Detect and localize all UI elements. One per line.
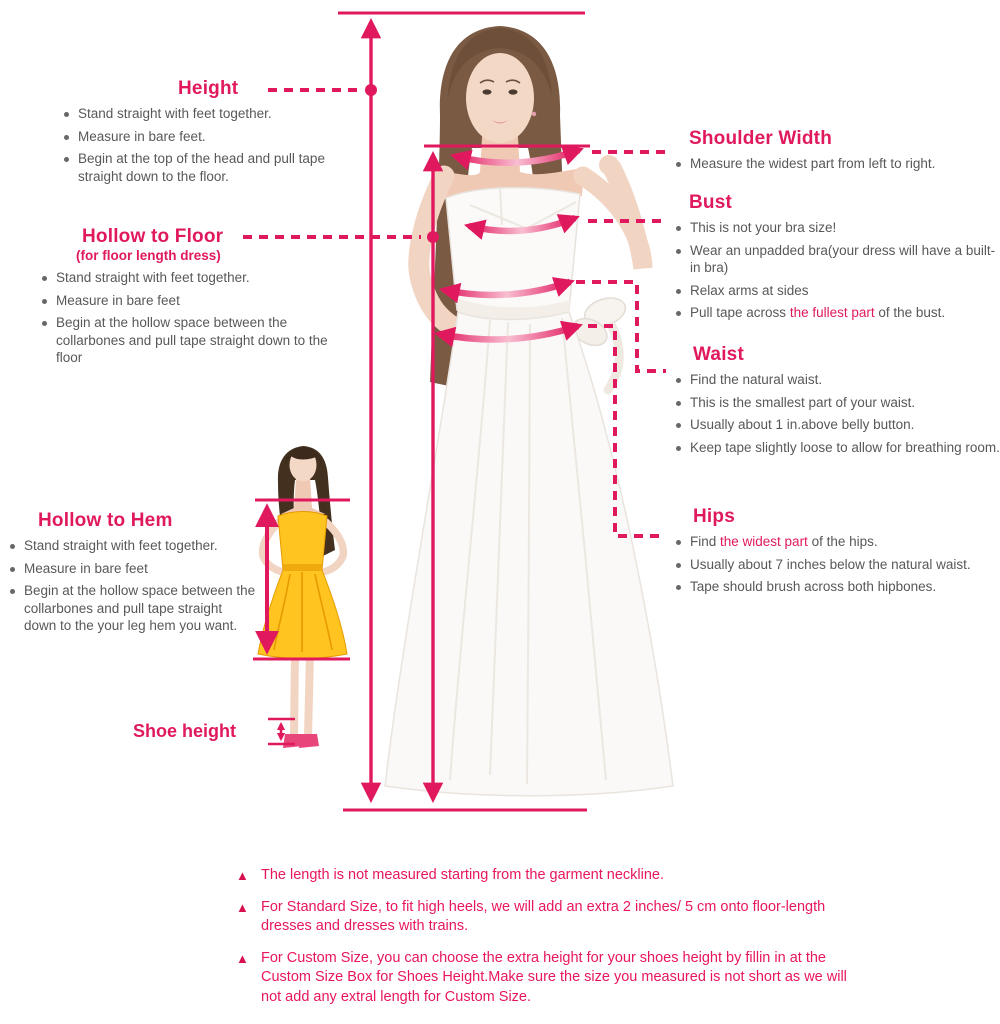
bullet-text: Wear an unpadded bra(your dress will have a built-in bra) [690, 242, 996, 275]
bullet-item [674, 533, 1000, 551]
bullet-item [674, 556, 1000, 574]
warning-triangle-icon: ▲ [236, 950, 249, 966]
shoulder-width-arrow [455, 150, 579, 163]
waist-bullets [674, 371, 1000, 456]
bullet-text: Relax arms at sides [690, 282, 809, 298]
bullet-text: Measure in bare feet [56, 292, 180, 308]
bullet-item [62, 150, 332, 185]
bullet-item [8, 560, 258, 578]
waist-arrow [444, 282, 570, 295]
bullet-text: Measure in bare feet. [78, 128, 206, 144]
height-title: Height [178, 78, 239, 99]
bust-bullets [674, 219, 1000, 322]
bullet-item [674, 439, 1000, 457]
note-text: For Standard Size, to fit high heels, we will add an extra 2 inches/ 5 cm onto floor-length dresses and dresses with trains. [261, 898, 826, 934]
warning-triangle-icon: ▲ [236, 899, 249, 915]
bullet-item [674, 371, 1000, 389]
shoulder-width-section [674, 128, 1000, 178]
hips-section [674, 506, 1000, 601]
shoulder-width-bullets [674, 155, 1000, 173]
hips-connector [588, 326, 666, 536]
bullet-text: Begin at the top of the head and pull tape straight down to the floor. [78, 151, 325, 184]
bullet-text: Begin at the hollow space between the collarbones and pull tape straight down to the floor [56, 315, 328, 365]
waist-section [674, 344, 1000, 461]
bullet-text: Begin at the hollow space between the collarbones and pull tape straight down to the your leg hem you want. [24, 583, 256, 633]
bullet-text: Tape should brush across both hipbones. [690, 579, 937, 594]
bullet-text: Measure in bare feet [24, 560, 148, 576]
hollow-to-floor-measure-line [424, 146, 590, 799]
hollow-to-floor-bullets [40, 269, 332, 367]
bullet-text: Usually about 1 in.above belly button. [690, 417, 915, 432]
bullet-text: This is not your bra size! [690, 220, 837, 235]
bullet-text: Keep tape slightly loose to allow for breathing room. [690, 439, 1000, 455]
bullet-text: This is the smallest part of your waist. [690, 394, 916, 410]
bullet-item [62, 105, 332, 123]
bust-title: Bust [689, 192, 733, 213]
bullet-text: Usually about 7 inches below the natural waist. [690, 556, 971, 572]
bullet-item [674, 155, 1000, 173]
bullet-text: Measure the widest part from left to right. [690, 156, 936, 171]
bullet-text: Stand straight with feet together. [78, 106, 272, 121]
bullet-text: Stand straight with feet together. [56, 270, 250, 285]
bullet-highlight: the widest part [720, 534, 808, 549]
bullet-text: Stand straight with feet together. [24, 538, 218, 553]
height-measure-line [338, 13, 587, 810]
bullet-item [674, 282, 1000, 300]
hollow-to-hem-bullets [8, 537, 258, 635]
bullet-item [674, 416, 1000, 434]
bust-section [674, 192, 1000, 327]
bullet-item [674, 219, 1000, 237]
hips-bullets [674, 533, 1000, 596]
note-item [236, 949, 858, 1008]
bullet-item [674, 242, 1000, 277]
note-item [236, 866, 858, 886]
warning-triangle-icon: ▲ [236, 868, 249, 883]
note-text: The length is not measured starting from the garment neckline. [261, 867, 664, 883]
hips-arrow [439, 326, 578, 339]
hollow-to-hem-section [8, 510, 258, 640]
shoulder-width-title: Shoulder Width [689, 128, 832, 149]
bullet-item [62, 128, 332, 146]
hollow-to-floor-title: Hollow to Floor [82, 226, 224, 247]
bullet-item [674, 304, 1000, 322]
note-item [236, 898, 858, 937]
waist-title: Waist [693, 344, 744, 365]
bullet-highlight: the fullest part [789, 305, 875, 320]
shoe-height-bracket [268, 719, 295, 744]
bullet-item [674, 578, 1000, 596]
bullet-text: Find the natural waist. [690, 372, 823, 387]
bullet-item [40, 269, 332, 287]
shoe-height-title: Shoe height [133, 721, 236, 741]
bullet-text: Find [690, 534, 721, 549]
bullet-item [40, 314, 332, 367]
height-section [62, 78, 332, 190]
bullet-text: of the hips. [807, 534, 878, 549]
bust-arrow [469, 218, 575, 231]
hollow-to-hem-title: Hollow to Hem [38, 510, 173, 531]
note-text: For Custom Size, you can choose the extra height for your shoes height by fillin in at the Custom Size Box for Shoes Height.Make sure the size you measured is not short as we will not add any extral length for Custom Size. [261, 949, 847, 1005]
hollow-to-floor-subtitle: (for floor length dress) [76, 248, 221, 263]
bullet-item [674, 394, 1000, 412]
hips-title: Hips [693, 506, 735, 527]
bullet-text: Pull tape across [690, 305, 790, 320]
notes-list [236, 866, 858, 1019]
height-bullets [62, 105, 332, 185]
bullet-text: of the bust. [874, 305, 946, 320]
hollow-to-floor-section [40, 226, 332, 372]
hollow-to-hem-measure-line [253, 500, 350, 659]
bullet-item [8, 537, 258, 555]
bullet-item [8, 582, 258, 635]
bullet-item [40, 292, 332, 310]
